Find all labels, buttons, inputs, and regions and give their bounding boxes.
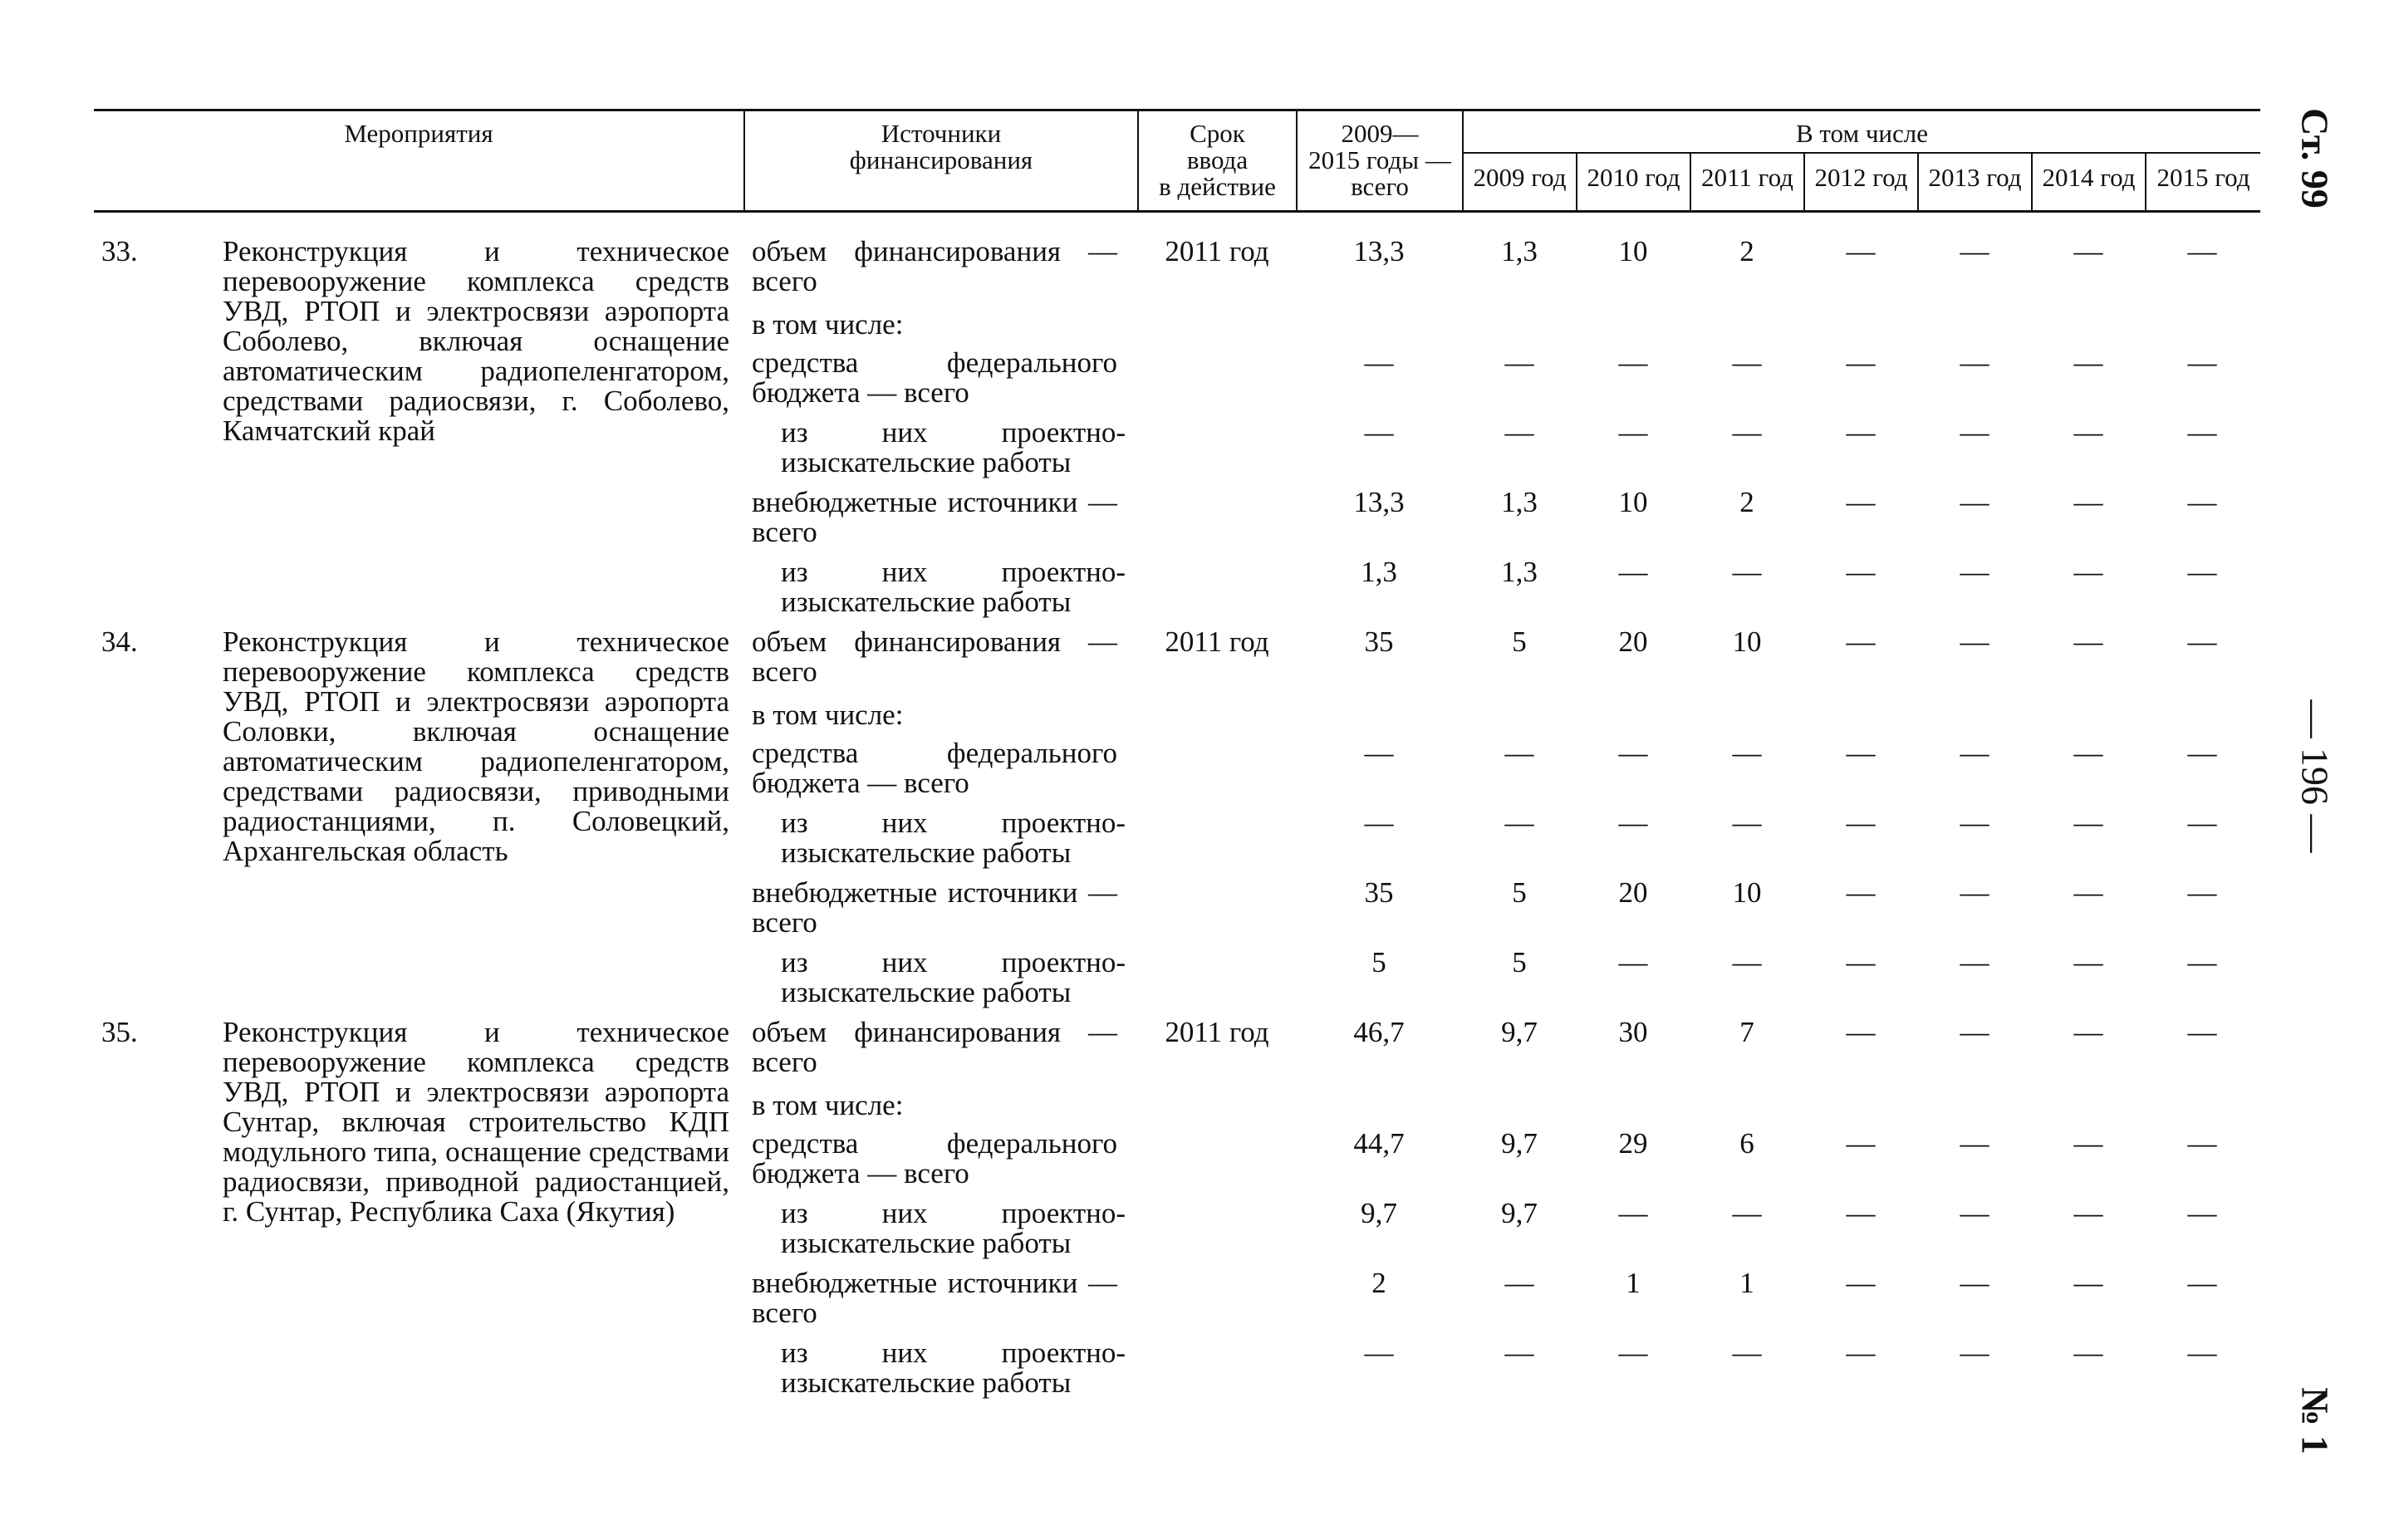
value-2014: — — [2073, 876, 2103, 909]
item-term: 2011 год — [1165, 1016, 1269, 1048]
value-2012: — — [1846, 1197, 1876, 1229]
source-row-label: из них проектно-изыскательские работы — [781, 556, 1126, 618]
item-number: 33. — [101, 235, 138, 267]
value-2013: — — [1960, 876, 1989, 909]
item-name: Реконструкция и техническое перевооружение комплекса средств УВД, РТОП и электросвязи аэропорта Соловки, включая оснащение автоматическим радиопеленгатором, средствами радиосвязи, приводными радиостанциями, п. Соловецкий, Архангельская область — [223, 625, 729, 867]
value-2010: 20 — [1618, 625, 1648, 658]
header-events: Мероприятия — [344, 119, 493, 148]
value-2013: — — [1960, 625, 1989, 658]
value-2012: — — [1846, 1267, 1876, 1299]
value-2013: — — [1960, 1197, 1989, 1229]
value-2012: — — [1846, 1336, 1876, 1369]
value-2013: — — [1960, 346, 1989, 379]
value-2013: — — [1960, 486, 1989, 518]
source-row-label: средства федерального бюджета — всего — [752, 737, 1117, 799]
header-year-2013: 2013 год — [1928, 163, 2022, 192]
value-2011: 10 — [1732, 625, 1762, 658]
value-2010: 10 — [1618, 235, 1648, 267]
value-2011: — — [1732, 346, 1762, 379]
value-2009: — — [1504, 1336, 1534, 1369]
value-2014: — — [2073, 625, 2103, 658]
source-row-label: из них проектно-изыскательские работы — [781, 1336, 1126, 1399]
value-2011: — — [1732, 737, 1762, 769]
value-2013: — — [1960, 946, 1989, 978]
value-2010: 1 — [1626, 1267, 1641, 1299]
value-2010: — — [1618, 946, 1648, 978]
source-row-label: из них проектно-изыскательские работы — [781, 946, 1126, 1008]
value-2012: — — [1846, 876, 1876, 909]
value-2011: — — [1732, 807, 1762, 839]
value-2011: 10 — [1732, 876, 1762, 909]
value-2010: — — [1618, 346, 1648, 379]
value-2012: — — [1846, 346, 1876, 379]
source-row-label: внебюджетные источники — всего — [752, 1267, 1117, 1329]
value-2011: — — [1732, 1336, 1762, 1369]
header-year-2012: 2012 год — [1814, 163, 1908, 192]
value-2015: — — [2187, 1197, 2217, 1229]
value-2015: — — [2187, 235, 2217, 267]
header-year-2009: 2009 год — [1473, 163, 1567, 192]
value-2015: — — [2187, 625, 2217, 658]
source-row-label: из них проектно-изыскательские работы — [781, 416, 1126, 478]
item-term: 2011 год — [1165, 235, 1269, 267]
value-2014: — — [2073, 1267, 2103, 1299]
value-2011: 1 — [1739, 1267, 1754, 1299]
source-row-label: из них проектно-изыскательские работы — [781, 1197, 1126, 1259]
value-2013: — — [1960, 1336, 1989, 1369]
item-number: 35. — [101, 1016, 138, 1048]
value-2014: — — [2073, 807, 2103, 839]
value-total: 13,3 — [1353, 235, 1405, 267]
item-number: 34. — [101, 625, 138, 658]
value-2010: 29 — [1618, 1127, 1648, 1160]
source-row-label: внебюджетные источники — всего — [752, 486, 1117, 548]
value-2012: — — [1846, 235, 1876, 267]
value-2009: 9,7 — [1501, 1127, 1538, 1160]
value-2009: — — [1504, 416, 1534, 449]
value-total: 35 — [1364, 876, 1394, 909]
header-bottom-rule — [94, 210, 2260, 213]
value-2013: — — [1960, 1016, 1989, 1048]
value-total: — — [1364, 416, 1394, 449]
value-total: 5 — [1371, 946, 1386, 978]
header-year-2010: 2010 год — [1587, 163, 1680, 192]
source-row-label: в том числе: — [752, 308, 904, 341]
value-2009: — — [1504, 737, 1534, 769]
value-2013: — — [1960, 416, 1989, 449]
value-2010: — — [1618, 556, 1648, 588]
value-total: 44,7 — [1353, 1127, 1405, 1160]
value-total: 13,3 — [1353, 486, 1405, 518]
value-2009: 5 — [1512, 625, 1527, 658]
value-2009: — — [1504, 1267, 1534, 1299]
value-2009: 5 — [1512, 876, 1527, 909]
value-2014: — — [2073, 1016, 2103, 1048]
item-name: Реконструкция и техническое перевооружение комплекса средств УВД, РТОП и электросвязи аэропорта Соболево, включая оснащение автоматическим радиопеленгатором, средствами радиосвязи, г. Соболево, Камчатский край — [223, 235, 729, 447]
value-2015: — — [2187, 1127, 2217, 1160]
value-2014: — — [2073, 737, 2103, 769]
value-2013: — — [1960, 807, 1989, 839]
value-2012: — — [1846, 946, 1876, 978]
value-2014: — — [2073, 346, 2103, 379]
source-row-label: средства федерального бюджета — всего — [752, 346, 1117, 409]
header-including: В том числе — [1795, 119, 1928, 148]
value-2015: — — [2187, 1336, 2217, 1369]
value-2011: 6 — [1739, 1127, 1754, 1160]
value-2015: — — [2187, 346, 2217, 379]
value-2010: — — [1618, 416, 1648, 449]
header-year-2015: 2015 год — [2156, 163, 2250, 192]
value-2010: — — [1618, 1197, 1648, 1229]
value-2009: 5 — [1512, 946, 1527, 978]
value-2009: 1,3 — [1501, 235, 1538, 267]
value-2015: — — [2187, 737, 2217, 769]
value-2012: — — [1846, 1016, 1876, 1048]
header-total: 2009— 2015 годы — всего — [1308, 119, 1451, 201]
value-2015: — — [2187, 946, 2217, 978]
source-row-label: внебюджетные источники — всего — [752, 876, 1117, 939]
source-row-label: в том числе: — [752, 699, 904, 731]
source-row-label: объем финансирования — всего — [752, 1016, 1117, 1078]
value-2014: — — [2073, 556, 2103, 588]
value-2015: — — [2187, 876, 2217, 909]
header-year-2014: 2014 год — [2042, 163, 2136, 192]
value-2012: — — [1846, 807, 1876, 839]
value-2012: — — [1846, 625, 1876, 658]
item-term: 2011 год — [1165, 625, 1269, 658]
value-2010: — — [1618, 1336, 1648, 1369]
value-2013: — — [1960, 1127, 1989, 1160]
value-2014: — — [2073, 416, 2103, 449]
value-2011: 2 — [1739, 235, 1754, 267]
value-2012: — — [1846, 737, 1876, 769]
source-row-label: средства федерального бюджета — всего — [752, 1127, 1117, 1189]
value-2009: 9,7 — [1501, 1197, 1538, 1229]
value-2014: — — [2073, 486, 2103, 518]
value-2014: — — [2073, 1127, 2103, 1160]
value-2015: — — [2187, 416, 2217, 449]
value-total: — — [1364, 737, 1394, 769]
issue-number: № 1 — [2294, 1387, 2337, 1454]
years-subheader-rule — [1462, 152, 2260, 154]
value-2015: — — [2187, 486, 2217, 518]
value-2010: 20 — [1618, 876, 1648, 909]
value-2014: — — [2073, 1197, 2103, 1229]
value-2009: 9,7 — [1501, 1016, 1538, 1048]
value-2010: — — [1618, 737, 1648, 769]
value-2011: — — [1732, 556, 1762, 588]
value-2013: — — [1960, 235, 1989, 267]
value-2013: — — [1960, 1267, 1989, 1299]
header-sources: Источники финансирования — [849, 119, 1033, 174]
value-2011: — — [1732, 946, 1762, 978]
value-total: 46,7 — [1353, 1016, 1405, 1048]
header-year-2011: 2011 год — [1701, 163, 1793, 192]
value-2012: — — [1846, 1127, 1876, 1160]
value-total: 9,7 — [1361, 1197, 1397, 1229]
source-row-label: в том числе: — [752, 1089, 904, 1121]
source-row-label: объем финансирования — всего — [752, 235, 1117, 297]
value-2013: — — [1960, 556, 1989, 588]
value-2013: — — [1960, 737, 1989, 769]
value-total: — — [1364, 1336, 1394, 1369]
value-2014: — — [2073, 235, 2103, 267]
value-2009: 1,3 — [1501, 486, 1538, 518]
value-2011: — — [1732, 416, 1762, 449]
value-total: 35 — [1364, 625, 1394, 658]
value-2010: — — [1618, 807, 1648, 839]
value-2015: — — [2187, 556, 2217, 588]
page-number: — 196 — — [2294, 699, 2337, 853]
value-2012: — — [1846, 556, 1876, 588]
value-2012: — — [1846, 416, 1876, 449]
value-2015: — — [2187, 807, 2217, 839]
source-row-label: объем финансирования — всего — [752, 625, 1117, 688]
item-name: Реконструкция и техническое перевооружение комплекса средств УВД, РТОП и электросвязи аэропорта Сунтар, включая строительство КДП модульного типа, оснащение средствами радиосвязи, приводной радиостанцией, г. Сунтар, Республика Саха (Якутия) — [223, 1016, 729, 1228]
value-total: 1,3 — [1361, 556, 1397, 588]
value-2014: — — [2073, 946, 2103, 978]
value-2009: — — [1504, 346, 1534, 379]
value-total: — — [1364, 807, 1394, 839]
value-total: 2 — [1371, 1267, 1386, 1299]
value-2014: — — [2073, 1336, 2103, 1369]
value-2011: 2 — [1739, 486, 1754, 518]
value-2010: 10 — [1618, 486, 1648, 518]
value-2015: — — [2187, 1016, 2217, 1048]
value-2011: — — [1732, 1197, 1762, 1229]
value-2011: 7 — [1739, 1016, 1754, 1048]
value-2009: 1,3 — [1501, 556, 1538, 588]
value-2010: 30 — [1618, 1016, 1648, 1048]
header-term: Срок ввода в действие — [1159, 119, 1276, 201]
value-2009: — — [1504, 807, 1534, 839]
value-2012: — — [1846, 486, 1876, 518]
source-row-label: из них проектно-изыскательские работы — [781, 807, 1126, 869]
value-2015: — — [2187, 1267, 2217, 1299]
value-total: — — [1364, 346, 1394, 379]
page-article-label: Ст. 99 — [2294, 108, 2337, 208]
header-top-rule — [94, 109, 2260, 111]
